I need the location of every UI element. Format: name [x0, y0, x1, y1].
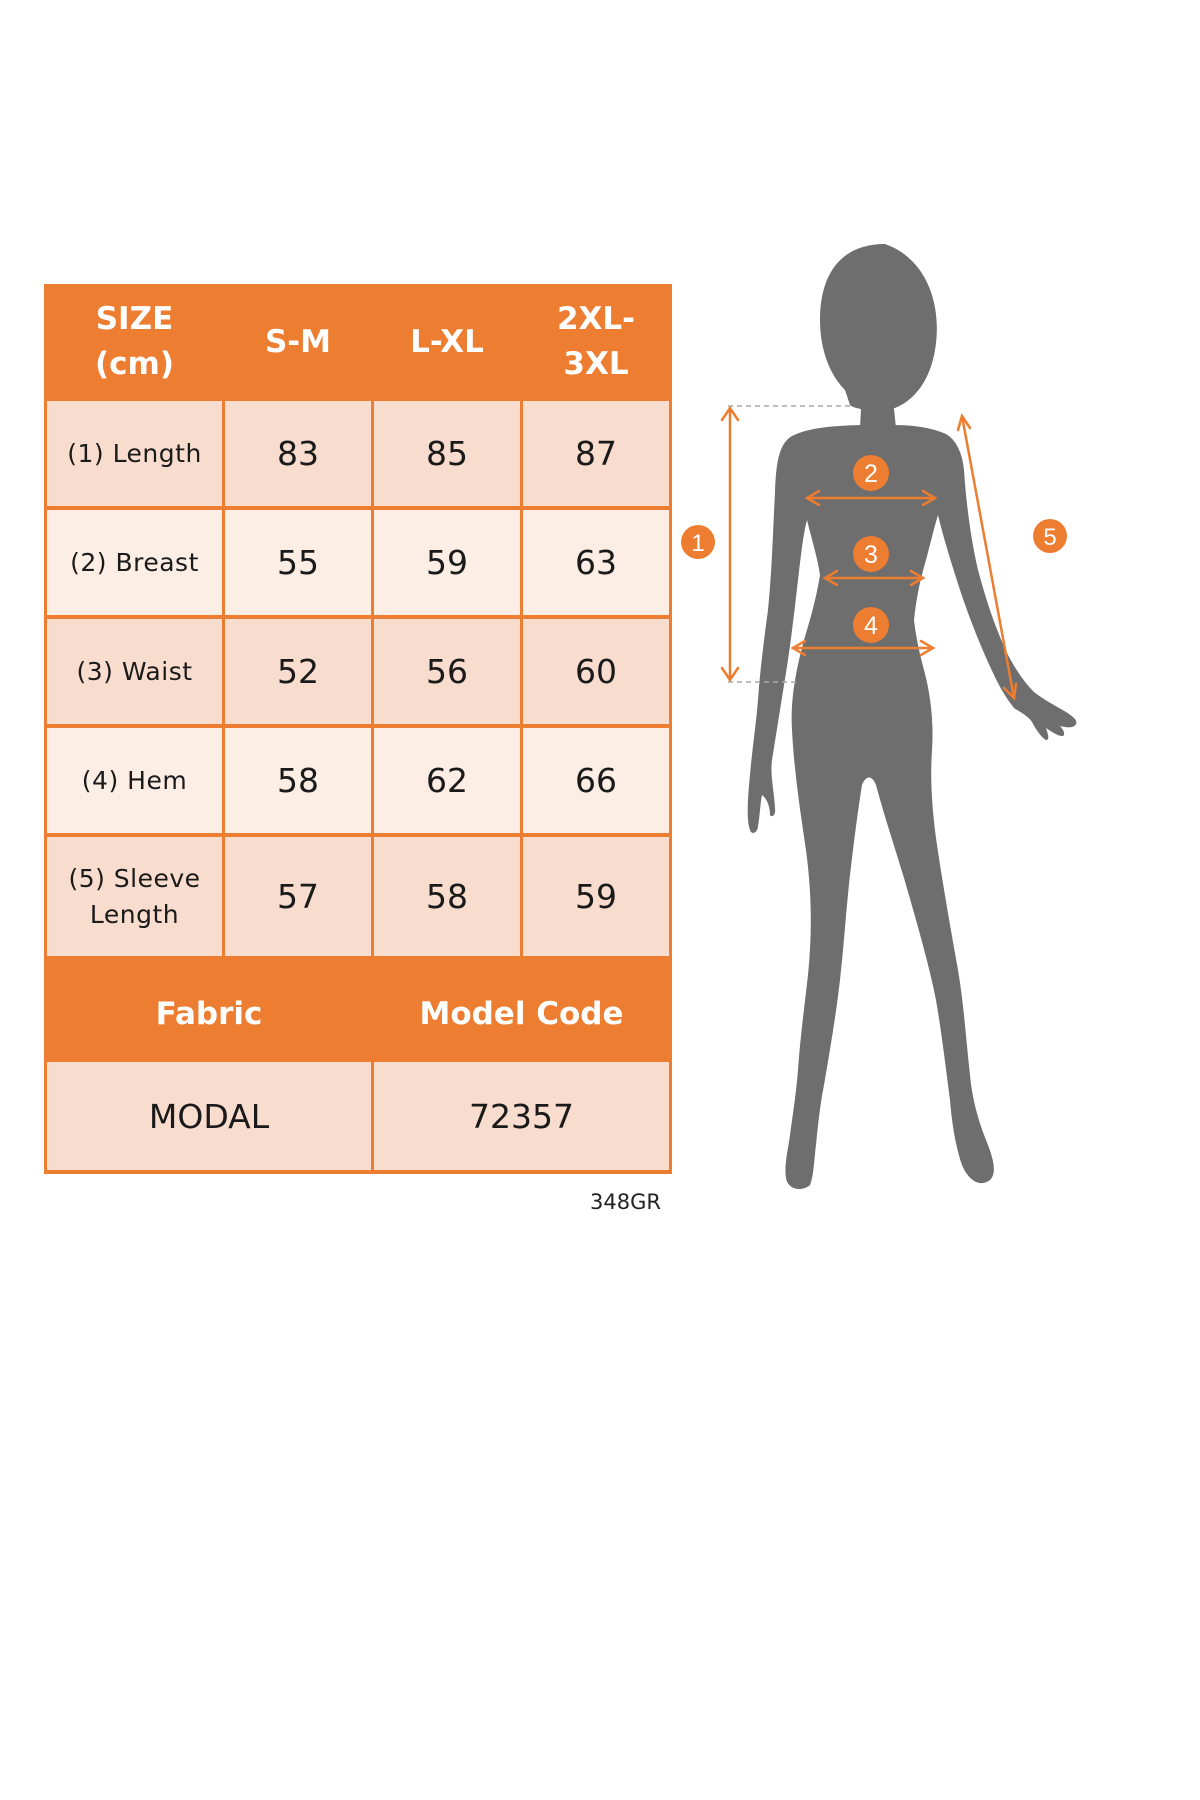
size-unit-header: SIZE (cm) [94, 301, 174, 382]
row-label-breast: (2) Breast [47, 510, 222, 615]
marker-5-label: 5 [1043, 524, 1057, 551]
table-row [47, 510, 669, 615]
cell-value: 66 [523, 728, 669, 833]
model-code-value: 72357 [374, 1062, 669, 1170]
row-label-waist: (3) Waist [47, 619, 222, 724]
row-label-length: (1) Length [47, 401, 222, 506]
cell-value: 83 [225, 401, 371, 506]
marker-5-icon [1033, 519, 1067, 553]
marker-1-label: 1 [691, 530, 705, 557]
size-header-l-xl: L-XL [410, 323, 484, 360]
cell-value: 58 [225, 728, 371, 833]
product-code: 348GR [590, 1190, 661, 1214]
marker-2-icon [853, 455, 889, 491]
cell-value: 60 [523, 619, 669, 724]
table-row [47, 619, 669, 724]
row-label-sleeve-length: (5) Sleeve Length [47, 837, 222, 956]
size-chart-table [44, 284, 672, 1174]
table-row [47, 401, 669, 506]
cell-value: 59 [374, 510, 520, 615]
marker-4-icon [853, 607, 889, 643]
cell-value: 85 [374, 401, 520, 506]
cell-value: 62 [374, 728, 520, 833]
table-row [47, 728, 669, 833]
footer-header-row [47, 960, 669, 1068]
cell-value: 58 [374, 837, 520, 956]
marker-3-icon [853, 536, 889, 572]
marker-3-label: 3 [864, 541, 878, 569]
cell-value: 59 [523, 837, 669, 956]
model-code-header: Model Code [419, 996, 624, 1032]
row-label-hem: (4) Hem [47, 728, 222, 833]
cell-value: 87 [523, 401, 669, 506]
fabric-value: MODAL [47, 1062, 371, 1170]
cell-value: 55 [225, 510, 371, 615]
cell-value: 52 [225, 619, 371, 724]
marker-4-label: 4 [864, 612, 878, 640]
table-header-row [47, 287, 669, 397]
cell-value: 63 [523, 510, 669, 615]
cell-value: 57 [225, 837, 371, 956]
marker-2-label: 2 [864, 460, 878, 488]
cell-value: 56 [374, 619, 520, 724]
woman-silhouette [748, 244, 1077, 1189]
fabric-header: Fabric [155, 996, 263, 1032]
table-row [47, 837, 669, 956]
body-measurement-figure [680, 230, 1150, 1220]
size-header-s-m: S-M [264, 323, 332, 360]
size-header-2xl-3xl: 2XL- 3XL [556, 301, 636, 382]
marker-1-icon [681, 525, 715, 559]
footer-value-row [47, 1062, 669, 1170]
